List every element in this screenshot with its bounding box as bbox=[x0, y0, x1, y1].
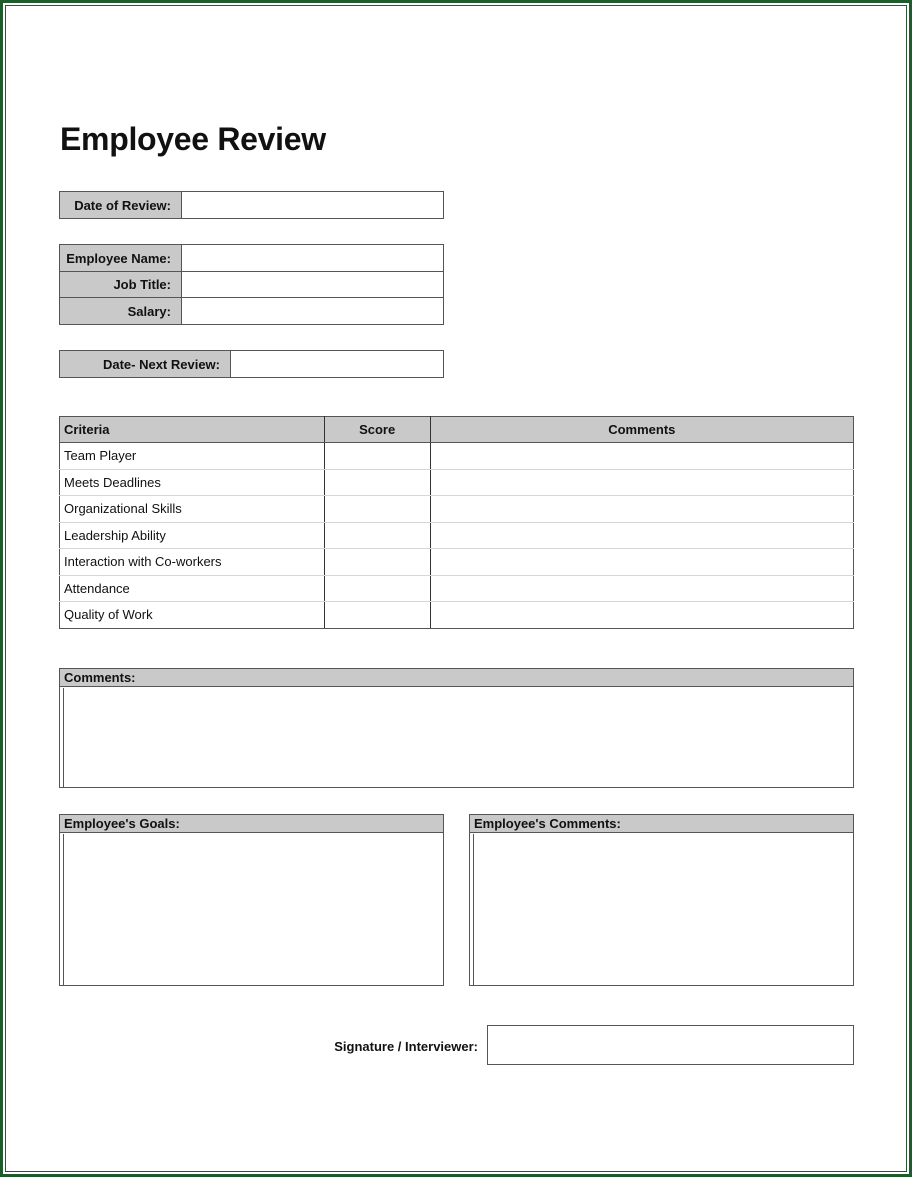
table-row bbox=[60, 522, 854, 549]
comments-cell[interactable] bbox=[430, 522, 853, 549]
criteria-cell: Quality of Work bbox=[60, 602, 325, 629]
date-next-review-row bbox=[59, 350, 444, 378]
employee-comments-label: Employee's Comments: bbox=[470, 815, 853, 833]
comments-cell[interactable] bbox=[430, 549, 853, 576]
criteria-cell: Interaction with Co-workers bbox=[60, 549, 325, 576]
table-row bbox=[60, 469, 854, 496]
salary-label: Salary: bbox=[60, 298, 182, 324]
employee-comments-textarea[interactable] bbox=[473, 834, 853, 985]
score-cell[interactable] bbox=[324, 602, 430, 629]
salary-row bbox=[59, 297, 444, 325]
employee-name-row bbox=[59, 244, 444, 272]
date-next-review-label: Date- Next Review: bbox=[60, 351, 231, 377]
job-title-input[interactable] bbox=[182, 272, 443, 297]
criteria-header-row bbox=[60, 417, 854, 443]
table-row bbox=[60, 496, 854, 523]
criteria-cell: Leadership Ability bbox=[60, 522, 325, 549]
criteria-table bbox=[59, 416, 854, 629]
comments-textarea[interactable] bbox=[63, 688, 853, 787]
score-cell[interactable] bbox=[324, 496, 430, 523]
criteria-cell: Organizational Skills bbox=[60, 496, 325, 523]
signature-label: Signature / Interviewer: bbox=[334, 1039, 478, 1054]
score-cell[interactable] bbox=[324, 469, 430, 496]
comments-cell[interactable] bbox=[430, 469, 853, 496]
comments-cell[interactable] bbox=[430, 443, 853, 470]
comments-cell[interactable] bbox=[430, 602, 853, 629]
comments-header: Comments bbox=[430, 417, 853, 443]
score-header: Score bbox=[324, 417, 430, 443]
page-title: Employee Review bbox=[60, 121, 326, 157]
job-title-label: Job Title: bbox=[60, 272, 182, 297]
score-cell[interactable] bbox=[324, 575, 430, 602]
table-row bbox=[60, 602, 854, 629]
employee-goals-label: Employee's Goals: bbox=[60, 815, 443, 833]
date-of-review-input[interactable] bbox=[182, 192, 443, 218]
table-row bbox=[60, 443, 854, 470]
score-cell[interactable] bbox=[324, 549, 430, 576]
score-cell[interactable] bbox=[324, 443, 430, 470]
salary-input[interactable] bbox=[182, 298, 443, 324]
comments-cell[interactable] bbox=[430, 496, 853, 523]
comments-cell[interactable] bbox=[430, 575, 853, 602]
employee-name-input[interactable] bbox=[182, 245, 443, 271]
score-cell[interactable] bbox=[324, 522, 430, 549]
criteria-cell: Attendance bbox=[60, 575, 325, 602]
date-next-review-input[interactable] bbox=[231, 351, 443, 377]
employee-goals-section bbox=[59, 814, 444, 986]
employee-comments-section bbox=[469, 814, 854, 986]
employee-name-label: Employee Name: bbox=[60, 245, 182, 271]
criteria-cell: Meets Deadlines bbox=[60, 469, 325, 496]
signature-input[interactable] bbox=[487, 1025, 854, 1065]
criteria-header: Criteria bbox=[60, 417, 325, 443]
comments-section-label: Comments: bbox=[60, 669, 853, 687]
job-title-row bbox=[59, 271, 444, 298]
employee-goals-textarea[interactable] bbox=[63, 834, 443, 985]
date-of-review-row bbox=[59, 191, 444, 219]
date-of-review-label: Date of Review: bbox=[60, 192, 182, 218]
table-row bbox=[60, 549, 854, 576]
comments-section bbox=[59, 668, 854, 788]
criteria-cell: Team Player bbox=[60, 443, 325, 470]
table-row bbox=[60, 575, 854, 602]
